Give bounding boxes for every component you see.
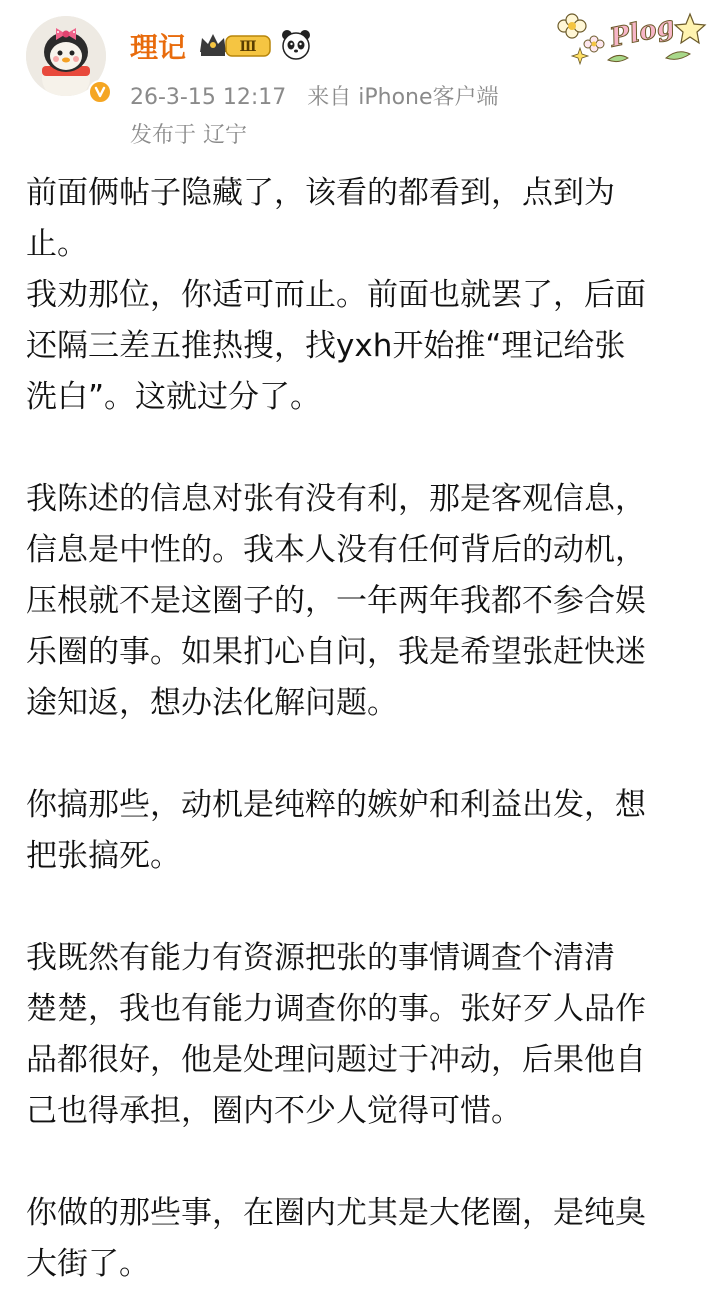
level-badge-text: Ⅲ <box>239 39 257 55</box>
post-meta <box>130 80 513 111</box>
post-paragraph: 我陈述的信息对张有没有利，那是客观信息， 信息是中性的。我本人没有任何背后的动机， 压根就不是这圈子的，一年两年我都不参合娱 乐圈的事。如果扪心自问，我是希望张赶快迷 途知返，想办法化解问题。 <box>26 481 646 721</box>
panda-face-icon <box>280 28 312 60</box>
verified-badge-icon <box>88 80 112 104</box>
username[interactable]: 理记 <box>130 31 187 64</box>
post-timestamp: 26-3-15 12:17 <box>130 85 287 110</box>
flower-icon <box>558 14 586 38</box>
star-icon <box>675 14 705 43</box>
post-paragraph: 我既然有能力有资源把张的事情调查个清清 楚楚，我也有能力调查你的事。张好歹人品作 品都很好，他是处理问题过于冲动，后果他自 己也得承担，圈内不少人觉得可惜。 <box>26 940 646 1129</box>
plog-sticker <box>548 4 708 72</box>
post-location: 发布于 辽宁 <box>130 123 247 148</box>
plog-text: Plog <box>607 10 678 54</box>
crown-icon <box>198 30 272 60</box>
post-content <box>26 168 698 1290</box>
post-header <box>0 0 720 160</box>
panda-icon <box>280 28 312 60</box>
plog-sticker-art <box>548 4 708 72</box>
crown-level-badge <box>198 30 272 60</box>
post-paragraph: 你做的那些事，在圈内尤其是大佬圈，是纯臭 大街了。 <box>26 1195 646 1282</box>
post-paragraph: 前面俩帖子隐藏了，该看的都看到，点到为 止。 我劝那位，你适可而止。前面也就罢了，后面 还隔三差五推热搜，找yxh开始推“理记给张 洗白”。这就过分了。 <box>26 175 646 415</box>
verified-check-icon <box>90 82 110 102</box>
post-source: 来自 iPhone客户端 <box>307 85 499 110</box>
post-paragraph: 你搞那些，动机是纯粹的嫉妒和利益出发，想 把张搞死。 <box>26 787 646 874</box>
user-avatar[interactable] <box>18 10 110 106</box>
